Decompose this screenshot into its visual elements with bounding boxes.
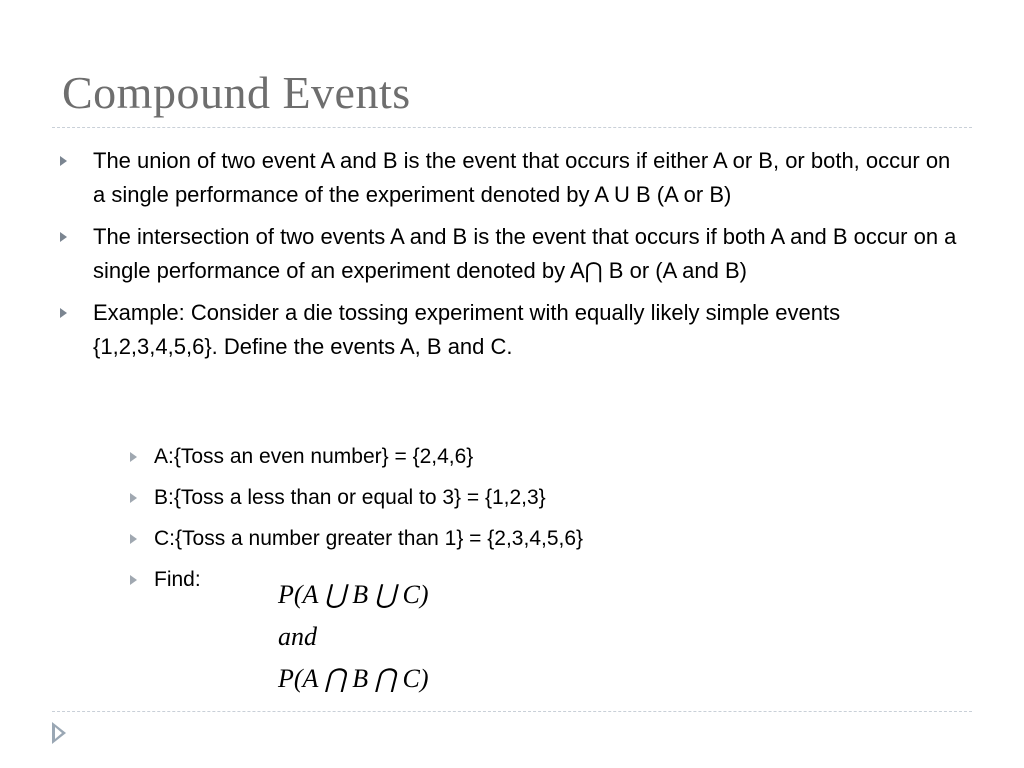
footer-divider bbox=[52, 711, 972, 712]
bullet-list bbox=[60, 144, 960, 372]
sub-bullet-text: Find: bbox=[154, 568, 201, 591]
bullet-example bbox=[60, 296, 960, 364]
formula-block bbox=[278, 574, 429, 700]
bullet-text: The union of two event A and B is the event that occurs if either A or B, or both, occur on a single performance of the experiment denoted by A U B (A or B) bbox=[93, 148, 951, 207]
sub-bullet-text: C:{Toss a number greater than 1} = {2,3,4,5,6} bbox=[154, 527, 584, 550]
formula-and: and bbox=[278, 622, 317, 651]
sub-bullet-arrow-icon bbox=[130, 534, 137, 544]
bullet-union bbox=[60, 144, 960, 212]
sub-bullet-event-c bbox=[130, 523, 583, 554]
sub-bullet-text: B:{Toss a less than or equal to 3} = {1,2,3} bbox=[154, 486, 546, 509]
sub-bullet-arrow-icon bbox=[130, 452, 137, 462]
slide-title: Compound Events bbox=[62, 67, 411, 118]
bullet-text: Example: Consider a die tossing experiment with equally likely simple events {1,2,3,4,5,6}. Define the events A, B and C. bbox=[93, 300, 841, 359]
bullet-arrow-icon bbox=[60, 156, 67, 166]
bullet-arrow-icon bbox=[60, 232, 67, 242]
bullet-text: The intersection of two events A and B is the event that occurs if both A and B occur on a single performance of an experiment denoted by A⋂ B or (A and B) bbox=[93, 224, 957, 283]
bullet-intersection bbox=[60, 220, 960, 288]
sub-bullet-event-b bbox=[130, 482, 583, 513]
next-slide-arrow-icon[interactable] bbox=[52, 722, 66, 744]
bullet-arrow-icon bbox=[60, 308, 67, 318]
sub-bullet-arrow-icon bbox=[130, 493, 137, 503]
formula-union: P(A ⋃ B ⋃ C) bbox=[278, 580, 429, 609]
title-divider bbox=[52, 127, 972, 128]
sub-bullet-arrow-icon bbox=[130, 575, 137, 585]
sub-bullet-text: A:{Toss an even number} = {2,4,6} bbox=[154, 445, 474, 468]
formula-intersection: P(A ⋂ B ⋂ C) bbox=[278, 664, 429, 693]
sub-bullet-event-a bbox=[130, 441, 583, 472]
